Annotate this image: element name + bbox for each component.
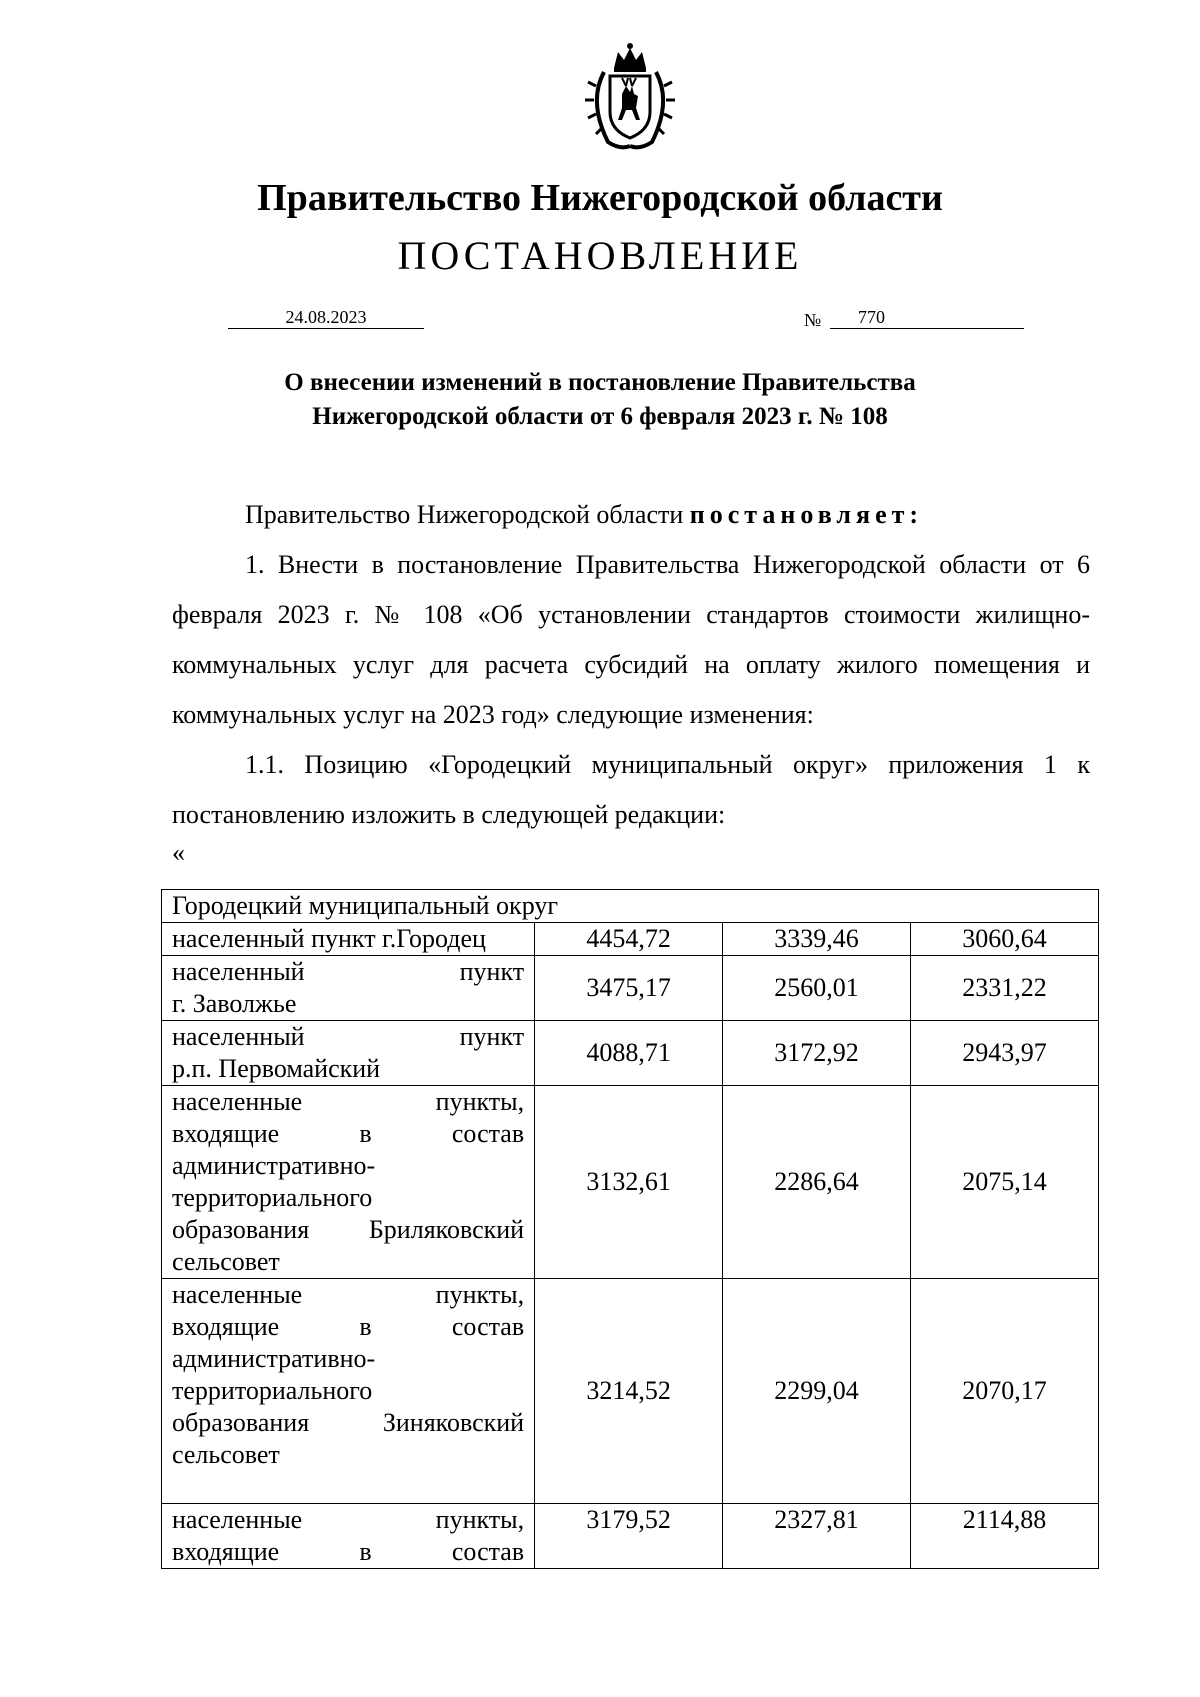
row-value-2: 2327,81 xyxy=(723,1504,911,1569)
table-header: Городецкий муниципальный округ xyxy=(162,890,1099,923)
row-name-line: населенный пункт xyxy=(172,957,525,986)
row-name-line: входящие в состав xyxy=(172,1537,525,1566)
document-body xyxy=(172,490,1090,840)
row-value-2: 3172,92 xyxy=(723,1021,911,1086)
organization-title: Правительство Нижегородской области xyxy=(257,177,943,219)
row-value-2: 2299,04 xyxy=(723,1279,911,1504)
row-value-3: 2943,97 xyxy=(911,1021,1099,1086)
row-value-1: 3179,52 xyxy=(535,1504,723,1569)
row-name xyxy=(162,1279,535,1504)
intro-verb: постановляет: xyxy=(689,500,924,529)
row-name-line: входящие в состав xyxy=(172,1312,525,1341)
row-name-line: территориального xyxy=(172,1183,373,1212)
table-row xyxy=(162,956,1099,1021)
row-value-2: 2560,01 xyxy=(723,956,911,1021)
row-value-1: 3132,61 xyxy=(535,1086,723,1279)
document-date: 24.08.2023 xyxy=(228,306,424,329)
row-name-line: входящие в состав xyxy=(172,1119,525,1148)
table-header-row xyxy=(162,890,1099,923)
subject-line-1: О внесении изменений в постановление Правительства xyxy=(284,369,916,396)
row-value-3: 2331,22 xyxy=(911,956,1099,1021)
row-value-1: 4088,71 xyxy=(535,1021,723,1086)
row-name-line: населенные пункты, xyxy=(172,1505,525,1534)
item-1-paragraph: 1. Внести в постановление Правительства Нижегородской области от 6 февраля 2023 г. № 108 «Об установлении стандартов стоимости жилищно-коммунальных услуг для расчета субсидий на оплату жилого помещения и коммунальных услуг на 2023 год» следующие изменения: xyxy=(172,550,1090,729)
row-value-3: 2075,14 xyxy=(911,1086,1099,1279)
row-name xyxy=(162,1504,535,1569)
row-name-line: административно- xyxy=(172,1151,376,1180)
row-name-line: территориального xyxy=(172,1376,373,1405)
row-name-line: административно- xyxy=(172,1344,376,1373)
table-row xyxy=(162,1086,1099,1279)
table-row xyxy=(162,1279,1099,1504)
row-name-line: населенные пункты, xyxy=(172,1280,525,1309)
subject-line-2: Нижегородской области от 6 февраля 2023 г. № 108 xyxy=(312,403,888,430)
row-value-3: 2114,88 xyxy=(911,1504,1099,1569)
item-1-1-paragraph: 1.1. Позицию «Городецкий муниципальный округ» приложения 1 к постановлению изложить в следующей редакции: xyxy=(172,750,1090,829)
row-name-line: населенный пункт xyxy=(172,1022,525,1051)
row-value-2: 3339,46 xyxy=(723,923,911,956)
intro-prefix: Правительство Нижегородской области xyxy=(245,500,684,529)
table-row xyxy=(162,1021,1099,1086)
open-quote: « xyxy=(172,838,185,867)
row-value-3: 2070,17 xyxy=(911,1279,1099,1504)
table-row xyxy=(162,1504,1099,1569)
row-name-line: р.п. Первомайский xyxy=(172,1054,381,1083)
intro-paragraph xyxy=(172,490,1090,540)
row-name-line: сельсовет xyxy=(172,1440,280,1469)
row-name xyxy=(162,956,535,1021)
document-number: 770 xyxy=(830,306,1024,329)
number-label: № xyxy=(804,310,822,330)
row-value-2: 2286,64 xyxy=(723,1086,911,1279)
coat-of-arms-icon xyxy=(574,42,686,152)
standards-table xyxy=(161,889,1099,1569)
document-type: ПОСТАНОВЛЕНИЕ xyxy=(397,233,803,278)
row-name-line: сельсовет xyxy=(172,1247,280,1276)
table-row xyxy=(162,923,1099,956)
row-name xyxy=(162,1086,535,1279)
row-name-line: г. Заволжье xyxy=(172,989,297,1018)
row-value-1: 3475,17 xyxy=(535,956,723,1021)
row-name-line: образования Бриляковский xyxy=(172,1215,525,1244)
row-name-line: образования Зиняковский xyxy=(172,1408,525,1437)
row-name: населенный пункт г.Городец xyxy=(162,923,535,956)
row-name xyxy=(162,1021,535,1086)
row-value-1: 3214,52 xyxy=(535,1279,723,1504)
document-subject xyxy=(0,366,1200,434)
row-name-line: населенные пункты, xyxy=(172,1087,525,1116)
row-value-1: 4454,72 xyxy=(535,923,723,956)
row-value-3: 3060,64 xyxy=(911,923,1099,956)
